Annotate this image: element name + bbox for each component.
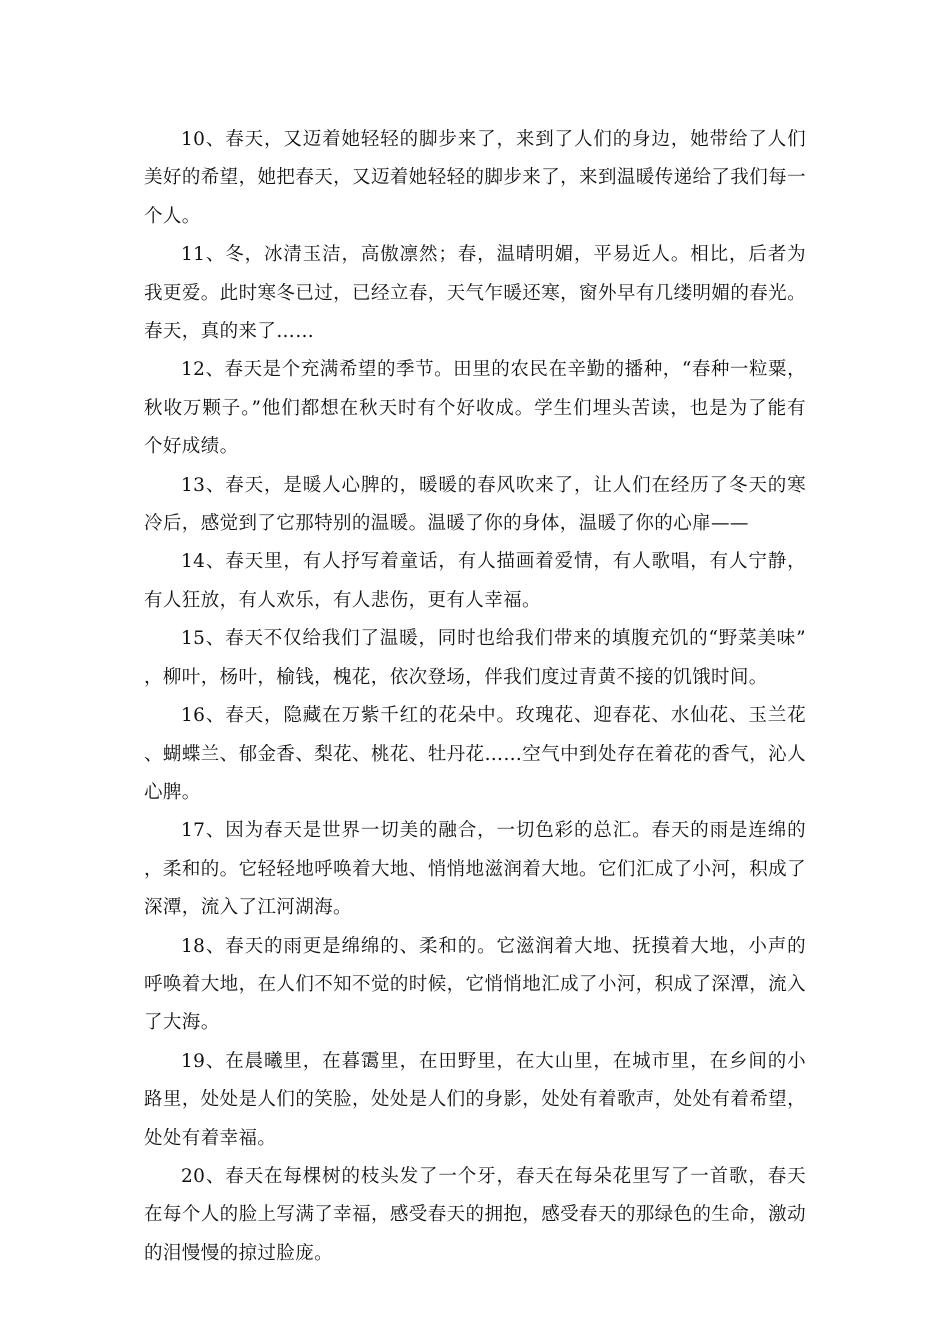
paragraph-17: 17、因为春天是世界一切美的融合，一切色彩的总汇。春天的雨是连绵的，柔和的。它轻轻地呼唤着大地、悄悄地滋润着大地。它们汇成了小河，积成了深潭，流入了江河湖海。 bbox=[144, 820, 806, 919]
paragraph-11: 11、冬，冰清玉洁，高傲凛然；春，温晴明媚，平易近人。相比，后者为我更爱。此时寒冬已过，已经立春，天气乍暖还寒，窗外早有几缕明媚的春光。春天，真的来了…… bbox=[144, 244, 806, 343]
paragraph-10: 10、春天，又迈着她轻轻的脚步来了，来到了人们的身边，她带给了人们美好的希望，她把春天，又迈着她轻轻的脚步来了，来到温暖传递给了我们每一个人。 bbox=[144, 129, 806, 227]
document-body bbox=[144, 121, 806, 1273]
paragraph-15: 15、春天不仅给我们了温暖，同时也给我们带来的填腹充饥的“野菜美味”，柳叶，杨叶，榆钱，槐花，依次登场，伴我们度过青黄不接的饥饿时间。 bbox=[144, 628, 806, 688]
paragraph-13: 13、春天，是暖人心脾的，暖暖的春风吹来了，让人们在经历了冬天的寒冷后，感觉到了它那特别的温暖。温暖了你的身体，温暖了你的心扉—— bbox=[144, 474, 806, 535]
paragraph-12: 12、春天是个充满希望的季节。田里的农民在辛勤的播种，“春种一粒粟，秋收万颗子。”他们都想在秋天时有个好收成。学生们埋头苦读，也是为了能有个好成绩。 bbox=[144, 359, 806, 458]
paragraph-16: 16、春天，隐藏在万紫千红的花朵中。玫瑰花、迎春花、水仙花、玉兰花、蝴蝶兰、郁金香、梨花、桃花、牡丹花……空气中到处存在着花的香气，沁人心脾。 bbox=[144, 705, 806, 803]
paragraph-18: 18、春天的雨更是绵绵的、柔和的。它滋润着大地、抚摸着大地，小声的呼唤着大地，在人们不知不觉的时候，它悄悄地汇成了小河，积成了深潭，流入了大海。 bbox=[144, 935, 806, 1034]
paragraph-19: 19、在晨曦里，在暮霭里，在田野里，在大山里，在城市里，在乡间的小路里，处处是人们的笑脸，处处是人们的身影，处处有着歌声，处处有着希望，处处有着幸福。 bbox=[144, 1050, 806, 1149]
paragraph-14: 14、春天里，有人抒写着童话，有人描画着爱情，有人歌唱，有人宁静，有人狂放，有人欢乐，有人悲伤，更有人幸福。 bbox=[144, 551, 806, 611]
paragraph-20: 20、春天在每棵树的枝头发了一个牙，春天在每朵花里写了一首歌，春天在每个人的脸上写满了幸福，感受春天的拥抱，感受春天的那绿色的生命，激动的泪慢慢的掠过脸庞。 bbox=[144, 1165, 806, 1264]
